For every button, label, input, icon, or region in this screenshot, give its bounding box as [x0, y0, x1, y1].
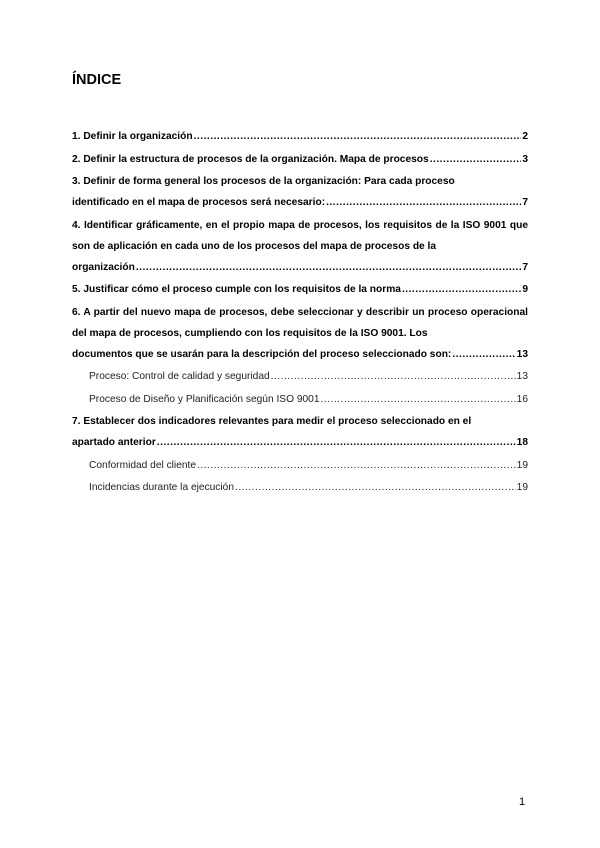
toc-entry-text: Incidencias durante la ejecución [89, 482, 234, 493]
toc-page-number: 16 [516, 393, 528, 405]
toc-leader-dots [430, 149, 522, 170]
toc-entry-text: 4. Identificar gráficamente, en el propio mapa de procesos, los requisitos de la ISO [72, 219, 481, 231]
toc-entry-text: 9001 que son de aplicación en cada uno de los procesos del mapa de procesos de la [72, 219, 528, 252]
toc-leader-dots [157, 432, 516, 453]
page-number: 1 [519, 796, 526, 808]
page-title: ÍNDICE [72, 72, 122, 88]
toc-entry[interactable] [72, 455, 528, 476]
toc-entry-text: 6. A partir del nuevo mapa de procesos, debe seleccionar y describir un proceso [72, 306, 468, 318]
toc-leader-dots [326, 192, 521, 213]
toc-entry-text: 3. Definir de forma general los procesos de la organización: Para cada proceso [72, 176, 455, 187]
toc-page-number: 7 [522, 261, 528, 273]
toc-page-number: 9 [522, 284, 528, 295]
toc-entry-text: 5. Justificar cómo el proceso cumple con los requisitos de la norma [72, 284, 401, 295]
toc-leader-dots [197, 455, 516, 476]
toc-entry-text: 2. Definir la estructura de procesos de la organización. Mapa de procesos [72, 153, 429, 165]
toc-entry[interactable] [72, 389, 528, 410]
toc-entry-text: documentos que se usarán para la descripción del proceso seleccionado son: [72, 348, 452, 360]
toc-page-number: 7 [522, 197, 528, 208]
toc-leader-dots [452, 344, 515, 365]
toc-entry-text: Proceso de Diseño y Planificación según ISO 9001 [89, 393, 320, 405]
toc-entry-text: apartado anterior [72, 437, 156, 448]
toc-entry-text: 7. Establecer dos indicadores relevantes para medir el proceso seleccionado en el [72, 416, 472, 427]
toc-entry-text: operacional del mapa de procesos, cumpliendo con los requisitos de la ISO 9001. Los [72, 306, 528, 339]
toc-entry[interactable] [72, 302, 528, 365]
toc-entry-text: organización [72, 261, 135, 273]
toc-entry[interactable] [72, 171, 528, 213]
toc-page-number: 2 [522, 131, 528, 142]
toc-leader-dots [321, 389, 516, 410]
toc-entry[interactable] [72, 279, 528, 300]
toc-entry[interactable] [72, 215, 528, 278]
toc-entry[interactable] [72, 366, 528, 387]
toc-leader-dots [235, 477, 516, 498]
toc-entry[interactable] [72, 149, 528, 170]
toc-entry-text: Conformidad del cliente [89, 459, 197, 471]
toc-entry-text: identificado en el mapa de procesos será necesario: [72, 197, 326, 208]
toc-leader-dots [271, 366, 516, 387]
toc-entry[interactable] [72, 477, 528, 498]
table-of-contents [72, 126, 528, 500]
toc-leader-dots [136, 257, 521, 278]
toc-leader-dots [402, 279, 521, 300]
toc-page-number: 19 [516, 459, 528, 471]
toc-entry[interactable] [72, 126, 528, 147]
toc-leader-dots [194, 126, 522, 147]
toc-entry-text: 1. Definir la organización [72, 131, 193, 142]
toc-entry-text: Proceso: Control de calidad y seguridad [89, 371, 270, 382]
toc-page-number: 3 [522, 153, 528, 165]
toc-page-number: 18 [516, 437, 528, 448]
toc-page-number: 13 [516, 371, 528, 382]
toc-page-number: 13 [516, 348, 528, 360]
toc-page-number: 19 [516, 482, 528, 493]
toc-entry[interactable] [72, 411, 528, 453]
